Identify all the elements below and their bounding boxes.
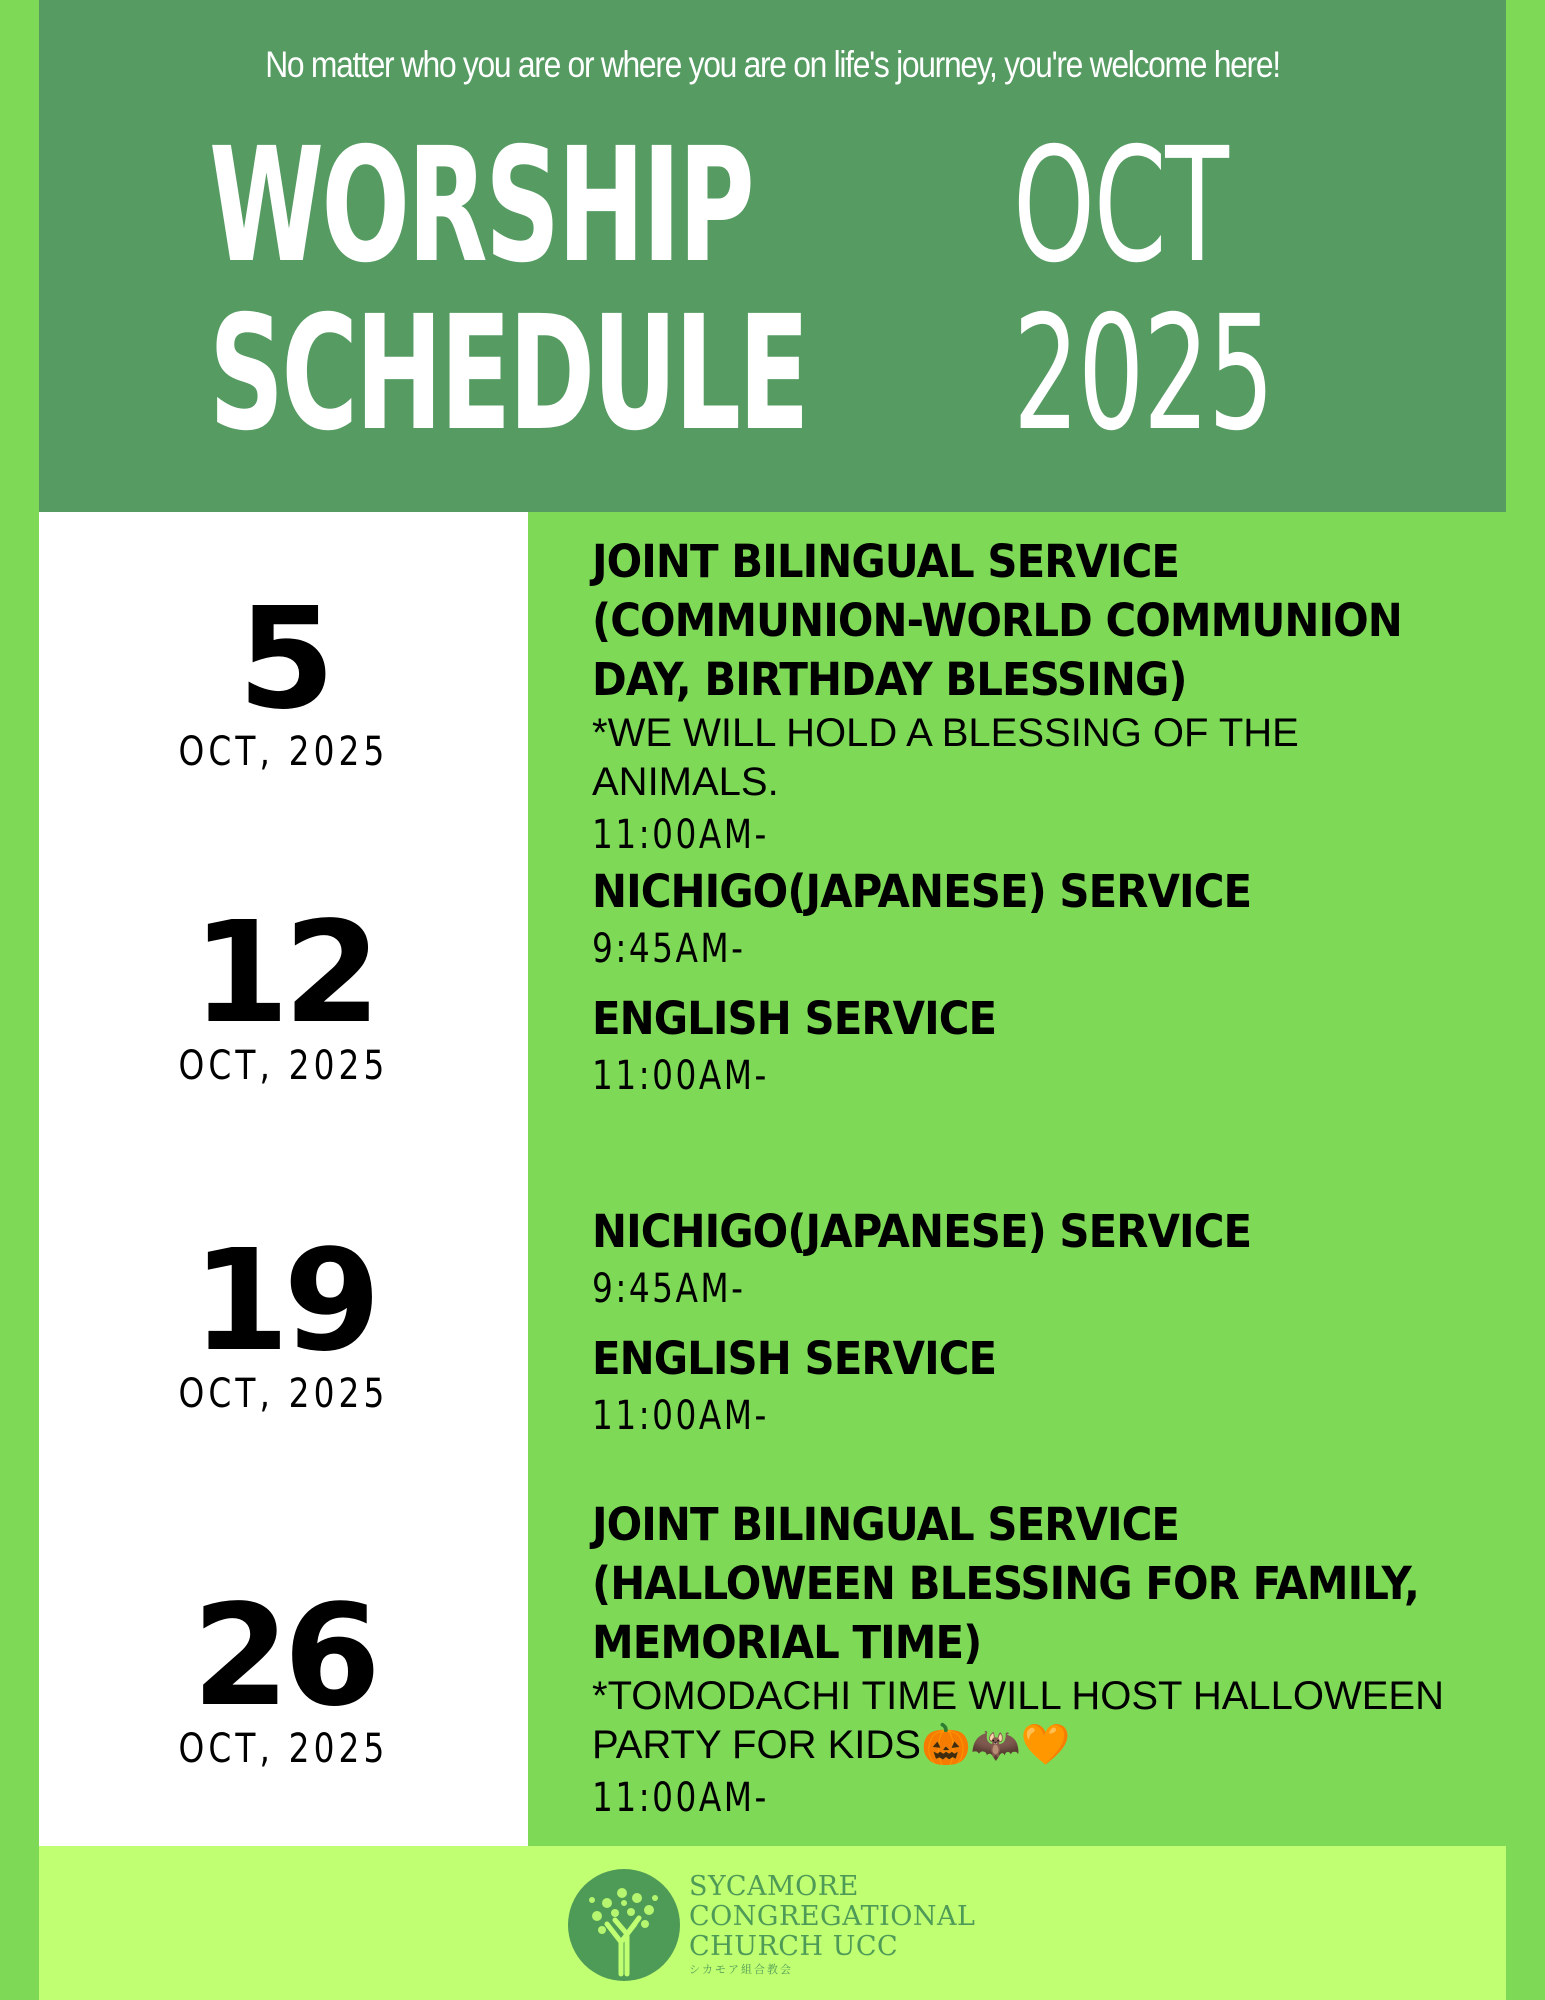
date-day: 19	[192, 1220, 375, 1383]
title-line-schedule: SCHEDULE	[209, 282, 807, 466]
date-day: 26	[192, 1575, 375, 1738]
date-day: 5	[237, 578, 330, 741]
schedule-period	[1013, 114, 1274, 466]
church-name-line2: CONGREGATIONAL	[689, 1901, 976, 1932]
footer	[39, 1846, 1506, 2000]
date-oct-5	[39, 578, 528, 777]
service-title: ENGLISH SERVICE	[592, 992, 997, 1045]
service-time: 9:45AM-	[592, 1266, 746, 1312]
service-time: 11:00AM-	[592, 1393, 769, 1439]
service-time: 11:00AM-	[592, 1775, 769, 1821]
tree-icon	[567, 1868, 681, 1982]
date-month-year: OCT, 2025	[178, 1371, 389, 1417]
service-note: *WE WILL HOLD A BLESSING OF THE ANIMALS.	[592, 711, 1299, 804]
event-group-oct-19	[592, 1202, 1512, 1444]
service-title: JOINT BILINGUAL SERVICE (HALLOWEEN BLESSING FOR FAMILY, MEMORIAL TIME)	[592, 1498, 1419, 1669]
church-name-line1: SYCAMORE	[689, 1871, 859, 1902]
date-oct-26	[39, 1575, 528, 1774]
service-time: 11:00AM-	[592, 812, 769, 858]
service-title: NICHIGO(JAPANESE) SERVICE	[592, 1205, 1252, 1258]
date-day: 12	[192, 892, 375, 1055]
date-month-year: OCT, 2025	[178, 1726, 389, 1772]
period-year: 2025	[1013, 282, 1274, 466]
event-group-oct-12	[592, 862, 1512, 1104]
date-month-year: OCT, 2025	[178, 729, 389, 775]
service-title: NICHIGO(JAPANESE) SERVICE	[592, 865, 1252, 918]
service-title: JOINT BILINGUAL SERVICE (COMMUNION-WORLD COMMUNION DAY, BIRTHDAY BLESSING)	[592, 535, 1402, 706]
service-time: 9:45AM-	[592, 926, 746, 972]
church-name	[689, 1872, 975, 1978]
date-column	[39, 512, 528, 1846]
date-oct-19	[39, 1220, 528, 1419]
period-month: OCT	[1013, 114, 1228, 298]
date-month-year: OCT, 2025	[178, 1043, 389, 1089]
header-banner	[39, 0, 1506, 512]
church-name-japanese: シカモア組合教会	[689, 1963, 793, 1976]
event-group-oct-5	[592, 532, 1512, 863]
title-line-worship: WORSHIP	[209, 114, 753, 298]
welcome-tagline: No matter who you are or where you are on life's journey, you're welcome here!	[265, 44, 1280, 85]
date-oct-12	[39, 892, 528, 1091]
page-title	[209, 114, 807, 466]
event-group-oct-26	[592, 1495, 1512, 1826]
service-note: *TOMODACHI TIME WILL HOST HALLOWEEN PARTY FOR KIDS🎃🦇🧡	[592, 1674, 1444, 1767]
service-title: ENGLISH SERVICE	[592, 1332, 997, 1385]
church-name-line3: CHURCH UCC	[689, 1931, 899, 1962]
service-time: 11:00AM-	[592, 1053, 769, 1099]
